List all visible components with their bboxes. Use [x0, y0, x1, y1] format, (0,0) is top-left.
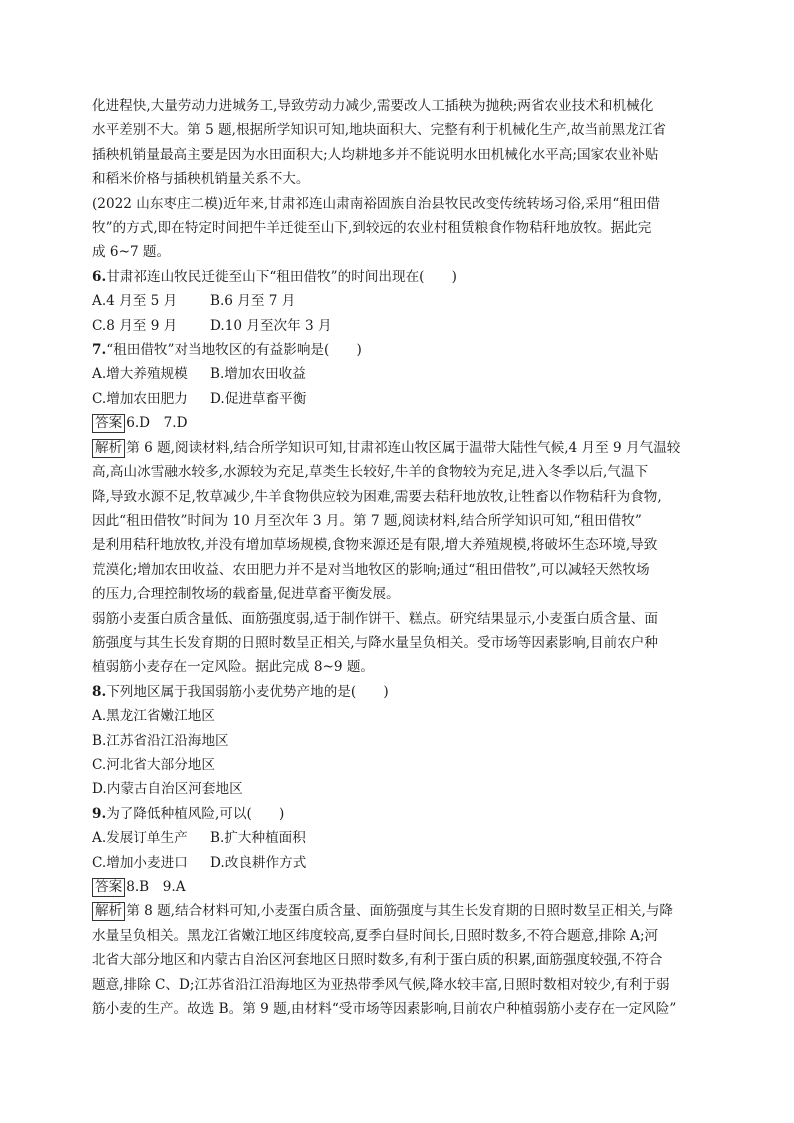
label-tag: 解析 — [92, 902, 125, 921]
text-line — [92, 704, 708, 728]
line-text: 牧”的方式,即在特定时间把牛羊迁徙至山下,到较远的农业村租赁粮食作物秸秆地放牧。据此完 — [92, 220, 652, 237]
line-text: 降,导致水源不足,牧草减少,牛羊食物供应较为困难,需要去秸秆地放牧,让牲畜以作物秸秆为食物, — [92, 488, 662, 505]
option-row — [92, 387, 708, 411]
text-line — [92, 143, 708, 167]
line-text: 化进程快,大量劳动力进城务工,导致劳动力减少,需要改人工插秧为抛秧;两省农业技术和机械化 — [92, 98, 654, 114]
question-number: 6. — [92, 268, 107, 285]
line-text: 弱筋小麦蛋白质含量低、面筋强度弱,适于制作饼干、糕点。研究结果显示,小麦蛋白质含量、面 — [92, 610, 658, 627]
tagged-line — [92, 875, 708, 899]
option-right: B.6 月至 7 月 — [210, 293, 296, 310]
line-text: (2022 山东枣庄二模)近年来,甘肃祁连山肃南裕固族自治县牧民改变传统转场习俗,采用“租田借 — [92, 195, 661, 212]
text-line — [92, 607, 708, 631]
line-text: 植弱筋小麦存在一定风险。据此完成 8~9 题。 — [92, 659, 375, 676]
option-right: D.10 月至次年 3 月 — [210, 317, 332, 334]
text-line — [92, 509, 708, 533]
option-right: B.增加农田收益 — [210, 366, 306, 383]
text-line — [92, 631, 708, 655]
line-text: 高,高山冰雪融水较多,水源较为充足,草类生长较好,牛羊的食物较为充足,进入冬季以后,气温下 — [92, 464, 649, 481]
text-line — [92, 558, 708, 582]
line-text: 荒漠化;增加农田收益、农田肥力并不是对当地牧区的影响;通过“租田借牧”,可以减轻天然牧场 — [92, 561, 650, 578]
tagged-line — [92, 411, 708, 435]
tagged-text: 8.B 9.A — [126, 879, 186, 895]
question-stem — [92, 338, 708, 362]
text-line — [92, 753, 708, 777]
option-left: A.增大养殖规模 — [92, 366, 188, 383]
text-line — [92, 729, 708, 753]
line-text: 的压力,合理控制牧场的载畜量,促进草畜平衡发展。 — [92, 586, 400, 603]
text-line — [92, 582, 708, 606]
option-row — [92, 851, 708, 875]
line-text: D.内蒙古自治区河套地区 — [92, 781, 243, 798]
text-line — [92, 777, 708, 801]
question-stem — [92, 680, 708, 704]
text-line — [92, 485, 708, 509]
tagged-text: 6.D 7.D — [126, 415, 188, 432]
line-text: 北省大部分地区和内蒙古自治区河套地区日照时数多,有利于蛋白质的积累,面筋强度较强,不符合 — [92, 952, 663, 969]
option-right: D.促进草畜平衡 — [210, 390, 307, 407]
label-tag: 答案 — [92, 414, 125, 433]
text-line — [92, 997, 708, 1021]
question-number: 8. — [92, 683, 107, 700]
tagged-text: 第 6 题,阅读材料,结合所学知识可知,甘肃祁连山牧区属于温带大陆性气候,4 月至 9 月气温较 — [126, 439, 681, 456]
text-line — [92, 216, 708, 240]
text-line — [92, 192, 708, 216]
line-text: 题意,排除 C、D;江苏省沿江沿海地区为亚热带季风气候,降水较丰富,日照时数相对较少,有利于弱 — [92, 976, 670, 993]
text-line — [92, 924, 708, 948]
line-text: A.黑龙江省嫩江地区 — [92, 708, 215, 725]
line-text: 因此“租田借牧”时间为 10 月至次年 3 月。第 7 题,阅读材料,结合所学知识可知,“租田借牧” — [92, 512, 642, 529]
option-left: C.8 月至 9 月 — [92, 317, 178, 334]
question-stem — [92, 802, 708, 826]
line-text: 水平差别不大。第 5 题,根据所学知识可知,地块面积大、完整有利于机械化生产,故当前黑龙江省 — [92, 122, 667, 139]
option-left: C.增加小麦进口 — [92, 854, 188, 871]
question-text: 下列地区属于我国弱筋小麦优势产地的是( ) — [106, 683, 389, 700]
line-text: 和稻米价格与插秧机销量关系不大。 — [92, 171, 310, 188]
option-row — [92, 362, 708, 386]
question-number: 7. — [92, 342, 107, 359]
option-left: A.4 月至 5 月 — [92, 293, 178, 310]
option-row — [92, 289, 708, 313]
tagged-line — [92, 899, 708, 923]
line-text: 插秧机销量最高主要是因为水田面积大;人均耕地多并不能说明水田机械化水平高;国家农业补贴 — [92, 146, 659, 163]
line-text: B.江苏省沿江沿海地区 — [92, 732, 229, 749]
line-text: 筋强度与其生长发育期的日照时数呈正相关,与降水量呈负相关。受市场等因素影响,目前农户种 — [92, 634, 658, 651]
text-line — [92, 118, 708, 142]
label-tag: 解析 — [92, 439, 125, 458]
text-line — [92, 460, 708, 484]
line-text: 筋小麦的生产。故选 B。第 9 题,由材料“受市场等因素影响,目前农户种植弱筋小麦存在一定风险” — [92, 1001, 677, 1018]
question-text: 为了降低种植风险,可以( ) — [106, 805, 285, 822]
tagged-text: 第 8 题,结合材料可知,小麦蛋白质含量、面筋强度与其生长发育期的日照时数呈正相关,与降 — [126, 903, 674, 920]
tagged-line — [92, 436, 708, 460]
text-line — [92, 655, 708, 679]
question-number: 9. — [92, 805, 107, 822]
option-right: D.改良耕作方式 — [210, 854, 307, 871]
document-page — [92, 94, 708, 1021]
text-line — [92, 167, 708, 191]
text-line — [92, 948, 708, 972]
text-line — [92, 533, 708, 557]
text-line — [92, 240, 708, 264]
line-text: 成 6~7 题。 — [92, 244, 171, 261]
text-line — [92, 973, 708, 997]
question-stem — [92, 265, 708, 289]
line-text: 水量呈负相关。黑龙江省嫩江地区纬度较高,夏季白昼时间长,日照时数多,不符合题意,排除 A;河 — [92, 927, 659, 944]
option-right: B.扩大种植面积 — [210, 830, 306, 847]
text-line — [92, 94, 708, 118]
option-row — [92, 826, 708, 850]
label-tag: 答案 — [92, 878, 125, 897]
line-text: 是利用秸秆地放牧,并没有增加草场规模,食物来源还是有限,增大养殖规模,将破坏生态环境,导致 — [92, 537, 658, 554]
line-text: C.河北省大部分地区 — [92, 756, 215, 773]
option-left: C.增加农田肥力 — [92, 390, 188, 407]
option-row — [92, 314, 708, 338]
option-left: A.发展订单生产 — [92, 830, 188, 847]
question-text: “租田借牧”对当地牧区的有益影响是( ) — [106, 342, 362, 359]
question-text: 甘肃祁连山牧民迁徙至山下“租田借牧”的时间出现在( ) — [106, 268, 457, 285]
